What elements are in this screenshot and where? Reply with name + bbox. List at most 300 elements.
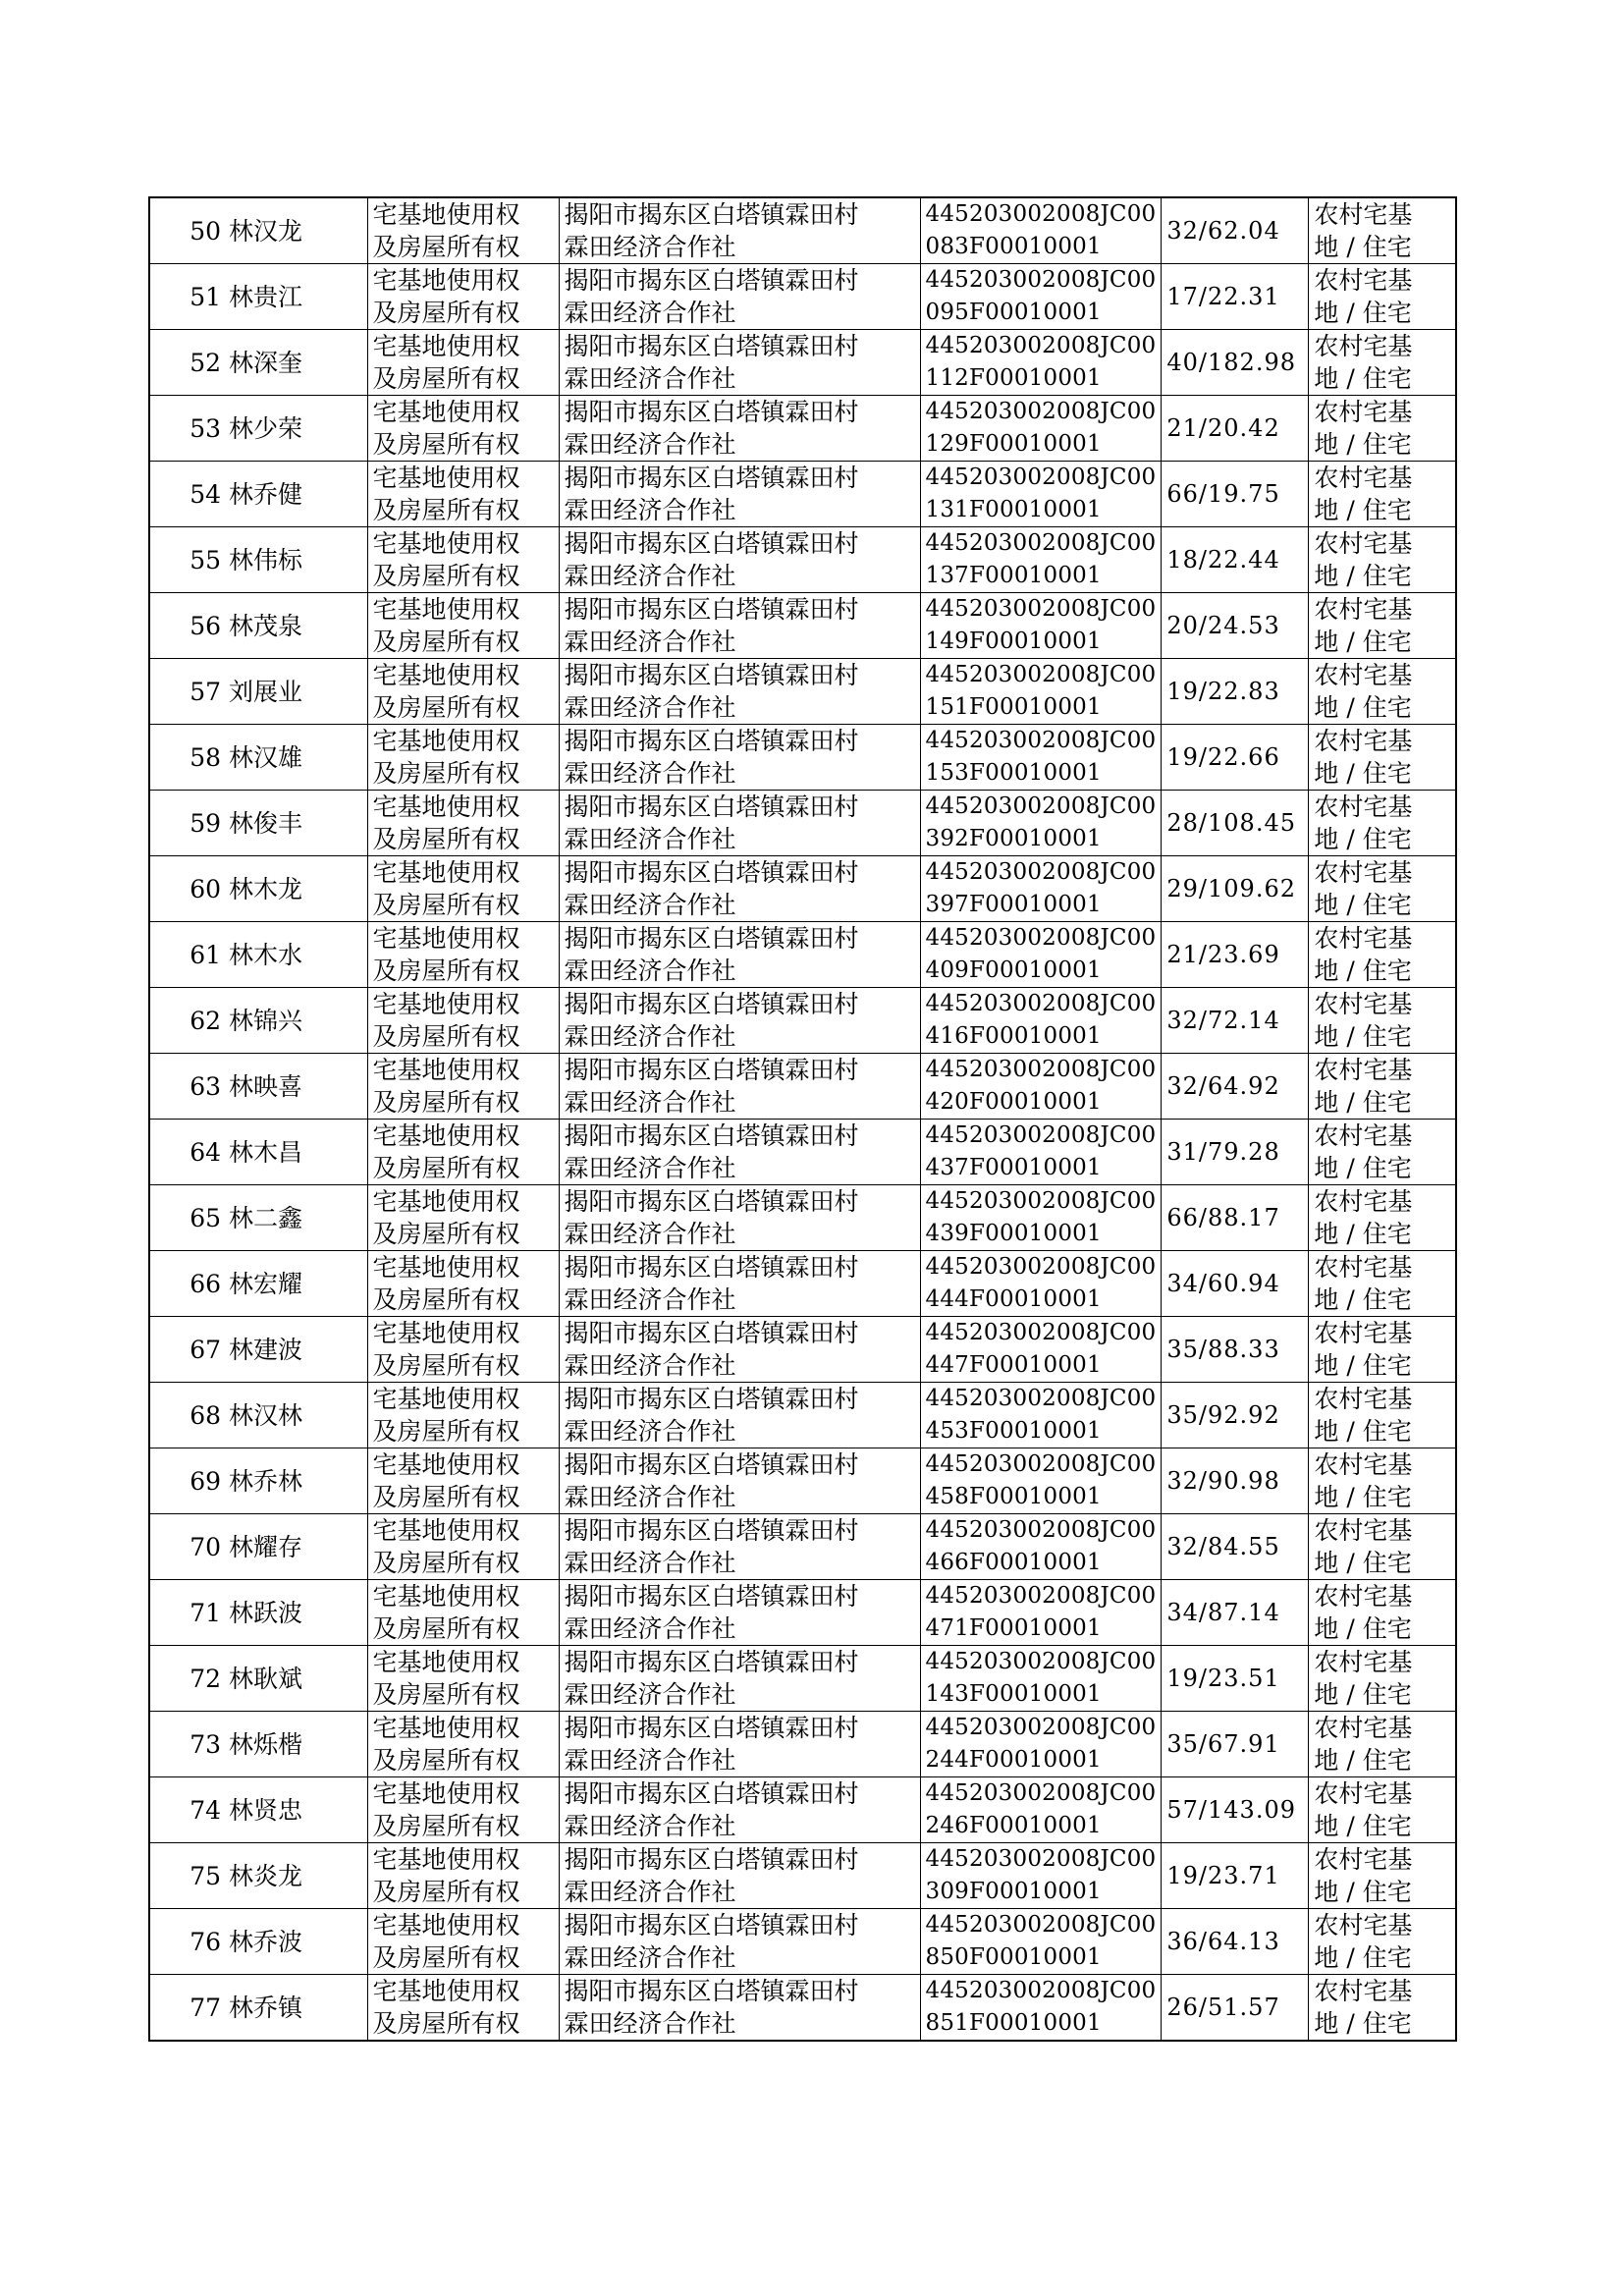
land-owner-line: 揭阳市揭东区白塔镇霖田村	[564, 1779, 859, 1808]
land-owner-line: 揭阳市揭东区白塔镇霖田村	[564, 266, 859, 295]
land-owner-line: 霖田经济合作社	[564, 1680, 736, 1709]
area-value: 29/109.62	[1162, 856, 1309, 922]
property-code-line: 445203002008JC00	[925, 1978, 1157, 2003]
property-code	[920, 1777, 1162, 1843]
land-owner	[559, 1975, 920, 2042]
row-number: 70	[149, 1514, 225, 1580]
land-use-line: 农村宅基	[1314, 266, 1413, 295]
land-use	[1309, 1317, 1456, 1383]
right-type-line: 宅基地使用权	[372, 1911, 520, 1940]
land-owner-line: 霖田经济合作社	[564, 1878, 736, 1906]
land-owner-line: 揭阳市揭东区白塔镇霖田村	[564, 661, 859, 689]
land-owner-line: 揭阳市揭东区白塔镇霖田村	[564, 1253, 859, 1282]
land-use	[1309, 593, 1456, 659]
area-value: 19/22.66	[1162, 725, 1309, 791]
land-use	[1309, 1185, 1456, 1251]
land-owner-line: 揭阳市揭东区白塔镇霖田村	[564, 1121, 859, 1150]
area-value: 17/22.31	[1162, 264, 1309, 330]
land-owner-line: 霖田经济合作社	[564, 1746, 736, 1775]
land-use-line: 农村宅基	[1314, 200, 1413, 229]
land-use	[1309, 197, 1456, 264]
owner-name: 林乔林	[225, 1448, 367, 1514]
right-type-line: 宅基地使用权	[372, 1121, 520, 1150]
land-use-line: 农村宅基	[1314, 1253, 1413, 1282]
land-owner-line: 霖田经济合作社	[564, 891, 736, 919]
property-code-line: 445203002008JC00	[925, 1451, 1157, 1477]
land-use-line: 地 / 住宅	[1314, 2009, 1412, 2038]
right-type	[367, 725, 559, 791]
area-value: 31/79.28	[1162, 1120, 1309, 1185]
land-use	[1309, 1975, 1456, 2042]
owner-name: 林汉林	[225, 1383, 367, 1448]
row-number: 67	[149, 1317, 225, 1383]
area-value: 35/88.33	[1162, 1317, 1309, 1383]
property-code-line: 420F00010001	[925, 1089, 1102, 1115]
area-value: 34/87.14	[1162, 1580, 1309, 1646]
property-code	[920, 264, 1162, 330]
owner-name: 林木龙	[225, 856, 367, 922]
row-number: 66	[149, 1251, 225, 1317]
land-use	[1309, 659, 1456, 725]
property-code-line: 445203002008JC00	[925, 1780, 1157, 1806]
property-code-line: 153F00010001	[925, 760, 1102, 786]
property-code-line: 397F00010001	[925, 892, 1102, 917]
land-owner-line: 霖田经济合作社	[564, 233, 736, 261]
right-type-line: 宅基地使用权	[372, 1385, 520, 1413]
right-type-line: 宅基地使用权	[372, 266, 520, 295]
right-type	[367, 791, 559, 856]
right-type	[367, 462, 559, 527]
right-type-line: 及房屋所有权	[372, 1417, 520, 1446]
property-code	[920, 1843, 1162, 1909]
row-number: 73	[149, 1712, 225, 1777]
right-type	[367, 1383, 559, 1448]
land-use	[1309, 1120, 1456, 1185]
right-type-line: 及房屋所有权	[372, 1220, 520, 1248]
property-code-line: 445203002008JC00	[925, 925, 1157, 951]
row-number: 50	[149, 197, 225, 264]
land-use-line: 农村宅基	[1314, 1187, 1413, 1216]
row-number: 71	[149, 1580, 225, 1646]
land-use-line: 地 / 住宅	[1314, 759, 1412, 788]
right-type-line: 宅基地使用权	[372, 1977, 520, 2005]
land-use-line: 地 / 住宅	[1314, 1154, 1412, 1182]
property-code-line: 445203002008JC00	[925, 201, 1157, 227]
land-use-line: 地 / 住宅	[1314, 299, 1412, 327]
land-use-line: 农村宅基	[1314, 1319, 1413, 1347]
land-owner-line: 揭阳市揭东区白塔镇霖田村	[564, 727, 859, 755]
land-use-line: 农村宅基	[1314, 1648, 1413, 1676]
land-use-line: 地 / 住宅	[1314, 1943, 1412, 1972]
right-type-line: 及房屋所有权	[372, 1088, 520, 1117]
land-use	[1309, 1712, 1456, 1777]
table-row	[149, 791, 1456, 856]
property-code-line: 445203002008JC00	[925, 1386, 1157, 1411]
area-value: 19/22.83	[1162, 659, 1309, 725]
land-use-line: 农村宅基	[1314, 661, 1413, 689]
land-owner-line: 揭阳市揭东区白塔镇霖田村	[564, 1056, 859, 1084]
land-owner	[559, 1843, 920, 1909]
land-use-line: 地 / 住宅	[1314, 956, 1412, 985]
property-code	[920, 1383, 1162, 1448]
table-row	[149, 1383, 1456, 1448]
land-owner	[559, 988, 920, 1054]
land-owner	[559, 1120, 920, 1185]
owner-name: 林少荣	[225, 396, 367, 462]
right-type-line: 及房屋所有权	[372, 1614, 520, 1643]
property-code-line: 131F00010001	[925, 497, 1102, 522]
land-owner	[559, 1383, 920, 1448]
property-code	[920, 1120, 1162, 1185]
row-number: 59	[149, 791, 225, 856]
property-code-line: 149F00010001	[925, 628, 1102, 654]
land-use	[1309, 527, 1456, 593]
land-owner-line: 揭阳市揭东区白塔镇霖田村	[564, 398, 859, 426]
row-number: 52	[149, 330, 225, 396]
row-number: 75	[149, 1843, 225, 1909]
right-type-line: 宅基地使用权	[372, 1253, 520, 1282]
land-use-line: 农村宅基	[1314, 1516, 1413, 1545]
land-owner-line: 霖田经济合作社	[564, 693, 736, 722]
property-code-line: 445203002008JC00	[925, 728, 1157, 753]
land-use-line: 地 / 住宅	[1314, 1285, 1412, 1314]
property-code-line: 466F00010001	[925, 1550, 1102, 1575]
row-number: 53	[149, 396, 225, 462]
area-value: 35/67.91	[1162, 1712, 1309, 1777]
land-use	[1309, 1777, 1456, 1843]
table-row	[149, 1120, 1456, 1185]
land-use-line: 地 / 住宅	[1314, 562, 1412, 590]
right-type	[367, 1054, 559, 1120]
land-use-line: 地 / 住宅	[1314, 1614, 1412, 1643]
property-code	[920, 1909, 1162, 1975]
table-row	[149, 593, 1456, 659]
right-type-line: 及房屋所有权	[372, 1943, 520, 1972]
owner-name: 林伟标	[225, 527, 367, 593]
area-value: 40/182.98	[1162, 330, 1309, 396]
right-type	[367, 264, 559, 330]
right-type-line: 及房屋所有权	[372, 1022, 520, 1051]
property-code-line: 445203002008JC00	[925, 1912, 1157, 1938]
records-body	[149, 197, 1456, 2041]
right-type	[367, 1185, 559, 1251]
land-owner-line: 霖田经济合作社	[564, 1154, 736, 1182]
property-code-line: 143F00010001	[925, 1681, 1102, 1707]
land-owner-line: 霖田经济合作社	[564, 364, 736, 393]
table-row	[149, 396, 1456, 462]
land-use-line: 农村宅基	[1314, 398, 1413, 426]
land-use	[1309, 1383, 1456, 1448]
property-code-line: 445203002008JC00	[925, 1649, 1157, 1674]
property-code-line: 151F00010001	[925, 694, 1102, 720]
land-use-line: 农村宅基	[1314, 1121, 1413, 1150]
table-row	[149, 1251, 1456, 1317]
land-use-line: 农村宅基	[1314, 529, 1413, 558]
owner-name: 林茂泉	[225, 593, 367, 659]
owner-name: 林汉龙	[225, 197, 367, 264]
land-owner-line: 霖田经济合作社	[564, 299, 736, 327]
table-row	[149, 1975, 1456, 2042]
owner-name: 林木水	[225, 922, 367, 988]
land-owner-line: 霖田经济合作社	[564, 1022, 736, 1051]
right-type-line: 宅基地使用权	[372, 1450, 520, 1479]
property-code-line: 445203002008JC00	[925, 1122, 1157, 1148]
land-use-line: 农村宅基	[1314, 990, 1413, 1018]
property-code-line: 445203002008JC00	[925, 1057, 1157, 1082]
table-row	[149, 1054, 1456, 1120]
land-owner	[559, 197, 920, 264]
right-type	[367, 988, 559, 1054]
table-row	[149, 1909, 1456, 1975]
land-owner-line: 霖田经济合作社	[564, 2009, 736, 2038]
right-type	[367, 922, 559, 988]
land-owner	[559, 1317, 920, 1383]
land-owner	[559, 1514, 920, 1580]
property-code	[920, 396, 1162, 462]
table-row	[149, 462, 1456, 527]
land-use	[1309, 264, 1456, 330]
land-use-line: 农村宅基	[1314, 924, 1413, 953]
land-use	[1309, 988, 1456, 1054]
table-row	[149, 725, 1456, 791]
land-use-line: 农村宅基	[1314, 792, 1413, 821]
row-number: 76	[149, 1909, 225, 1975]
land-owner	[559, 725, 920, 791]
right-type-line: 及房屋所有权	[372, 1154, 520, 1182]
row-number: 72	[149, 1646, 225, 1712]
property-code-line: 445203002008JC00	[925, 267, 1157, 293]
land-use-line: 地 / 住宅	[1314, 364, 1412, 393]
right-type	[367, 396, 559, 462]
land-use-line: 农村宅基	[1314, 1911, 1413, 1940]
right-type-line: 宅基地使用权	[372, 398, 520, 426]
land-use-line: 地 / 住宅	[1314, 825, 1412, 853]
area-value: 26/51.57	[1162, 1975, 1309, 2042]
right-type	[367, 197, 559, 264]
table-row	[149, 856, 1456, 922]
property-code	[920, 330, 1162, 396]
property-code-line: 445203002008JC00	[925, 1517, 1157, 1543]
table-row	[149, 264, 1456, 330]
property-code-line: 445203002008JC00	[925, 530, 1157, 556]
land-owner-line: 霖田经济合作社	[564, 628, 736, 656]
area-value: 32/90.98	[1162, 1448, 1309, 1514]
property-code-line: 244F00010001	[925, 1747, 1102, 1773]
land-use	[1309, 1054, 1456, 1120]
land-owner	[559, 1054, 920, 1120]
right-type-line: 及房屋所有权	[372, 628, 520, 656]
area-value: 21/23.69	[1162, 922, 1309, 988]
property-code-line: 851F00010001	[925, 2010, 1102, 2036]
owner-name: 刘展业	[225, 659, 367, 725]
land-owner-line: 霖田经济合作社	[564, 956, 736, 985]
land-use-line: 地 / 住宅	[1314, 1220, 1412, 1248]
land-owner	[559, 1580, 920, 1646]
land-use-line: 地 / 住宅	[1314, 1549, 1412, 1577]
land-owner	[559, 1185, 920, 1251]
land-owner-line: 揭阳市揭东区白塔镇霖田村	[564, 1648, 859, 1676]
property-code-line: 416F00010001	[925, 1023, 1102, 1049]
property-code-line: 445203002008JC00	[925, 1254, 1157, 1280]
property-code	[920, 922, 1162, 988]
land-use-line: 农村宅基	[1314, 727, 1413, 755]
land-use-line: 地 / 住宅	[1314, 1088, 1412, 1117]
property-code-line: 445203002008JC00	[925, 399, 1157, 424]
table-row	[149, 1514, 1456, 1580]
land-use	[1309, 1514, 1456, 1580]
row-number: 55	[149, 527, 225, 593]
table-row	[149, 922, 1456, 988]
right-type	[367, 1448, 559, 1514]
right-type-line: 宅基地使用权	[372, 1056, 520, 1084]
land-owner	[559, 1448, 920, 1514]
land-owner-line: 揭阳市揭东区白塔镇霖田村	[564, 990, 859, 1018]
right-type-line: 宅基地使用权	[372, 1648, 520, 1676]
land-use	[1309, 462, 1456, 527]
property-code	[920, 988, 1162, 1054]
owner-name: 林二鑫	[225, 1185, 367, 1251]
land-owner-line: 霖田经济合作社	[564, 1812, 736, 1840]
owner-name: 林跃波	[225, 1580, 367, 1646]
land-owner	[559, 264, 920, 330]
right-type-line: 及房屋所有权	[372, 825, 520, 853]
table-row	[149, 1712, 1456, 1777]
row-number: 61	[149, 922, 225, 988]
right-type-line: 及房屋所有权	[372, 693, 520, 722]
right-type-line: 宅基地使用权	[372, 595, 520, 624]
property-code	[920, 1185, 1162, 1251]
land-owner-line: 揭阳市揭东区白塔镇霖田村	[564, 1977, 859, 2005]
right-type-line: 及房屋所有权	[372, 430, 520, 459]
right-type	[367, 1514, 559, 1580]
land-owner-line: 揭阳市揭东区白塔镇霖田村	[564, 1845, 859, 1874]
property-code-line: 850F00010001	[925, 1944, 1102, 1970]
land-owner-line: 揭阳市揭东区白塔镇霖田村	[564, 464, 859, 492]
right-type-line: 宅基地使用权	[372, 661, 520, 689]
land-use-line: 地 / 住宅	[1314, 233, 1412, 261]
land-use	[1309, 330, 1456, 396]
property-code-line: 129F00010001	[925, 431, 1102, 457]
right-type-line: 及房屋所有权	[372, 1483, 520, 1511]
land-use-line: 地 / 住宅	[1314, 1022, 1412, 1051]
land-owner	[559, 1777, 920, 1843]
land-owner-line: 霖田经济合作社	[564, 1285, 736, 1314]
property-code	[920, 462, 1162, 527]
property-code-line: 447F00010001	[925, 1352, 1102, 1378]
land-owner-line: 霖田经济合作社	[564, 1483, 736, 1511]
right-type	[367, 1251, 559, 1317]
row-number: 65	[149, 1185, 225, 1251]
property-code	[920, 1646, 1162, 1712]
right-type-line: 及房屋所有权	[372, 1812, 520, 1840]
row-number: 56	[149, 593, 225, 659]
owner-name: 林烁楷	[225, 1712, 367, 1777]
land-owner-line: 霖田经济合作社	[564, 430, 736, 459]
land-owner-line: 揭阳市揭东区白塔镇霖田村	[564, 1714, 859, 1742]
area-value: 32/62.04	[1162, 197, 1309, 264]
property-code-line: 137F00010001	[925, 563, 1102, 588]
land-owner	[559, 659, 920, 725]
right-type-line: 宅基地使用权	[372, 1516, 520, 1545]
land-use	[1309, 1646, 1456, 1712]
owner-name: 林宏耀	[225, 1251, 367, 1317]
land-owner-line: 揭阳市揭东区白塔镇霖田村	[564, 1582, 859, 1611]
right-type-line: 宅基地使用权	[372, 1714, 520, 1742]
property-code	[920, 1251, 1162, 1317]
owner-name: 林映喜	[225, 1054, 367, 1120]
property-code	[920, 593, 1162, 659]
land-use-line: 农村宅基	[1314, 464, 1413, 492]
land-owner-line: 霖田经济合作社	[564, 1943, 736, 1972]
land-owner-line: 霖田经济合作社	[564, 1614, 736, 1643]
area-value: 21/20.42	[1162, 396, 1309, 462]
property-code-line: 471F00010001	[925, 1615, 1102, 1641]
land-use	[1309, 1251, 1456, 1317]
land-owner-line: 揭阳市揭东区白塔镇霖田村	[564, 200, 859, 229]
row-number: 57	[149, 659, 225, 725]
row-number: 68	[149, 1383, 225, 1448]
property-code-line: 445203002008JC00	[925, 1320, 1157, 1345]
right-type-line: 及房屋所有权	[372, 956, 520, 985]
row-number: 74	[149, 1777, 225, 1843]
right-type-line: 宅基地使用权	[372, 332, 520, 360]
land-owner	[559, 330, 920, 396]
property-code-line: 445203002008JC00	[925, 1846, 1157, 1872]
right-type	[367, 1843, 559, 1909]
land-owner-line: 揭阳市揭东区白塔镇霖田村	[564, 1187, 859, 1216]
right-type	[367, 1120, 559, 1185]
land-owner-line: 霖田经济合作社	[564, 1549, 736, 1577]
land-owner-line: 霖田经济合作社	[564, 1088, 736, 1117]
right-type-line: 宅基地使用权	[372, 990, 520, 1018]
land-use-line: 地 / 住宅	[1314, 1812, 1412, 1840]
land-use-line: 农村宅基	[1314, 1714, 1413, 1742]
area-value: 34/60.94	[1162, 1251, 1309, 1317]
owner-name: 林乔镇	[225, 1975, 367, 2042]
row-number: 63	[149, 1054, 225, 1120]
right-type	[367, 1317, 559, 1383]
area-value: 32/64.92	[1162, 1054, 1309, 1120]
land-use-line: 农村宅基	[1314, 1845, 1413, 1874]
right-type-line: 宅基地使用权	[372, 1779, 520, 1808]
land-owner	[559, 791, 920, 856]
land-use-line: 地 / 住宅	[1314, 1483, 1412, 1511]
land-owner	[559, 856, 920, 922]
right-type-line: 宅基地使用权	[372, 1582, 520, 1611]
property-code-line: 458F00010001	[925, 1484, 1102, 1509]
row-number: 62	[149, 988, 225, 1054]
table-row	[149, 1317, 1456, 1383]
right-type-line: 宅基地使用权	[372, 1319, 520, 1347]
land-owner-line: 霖田经济合作社	[564, 496, 736, 524]
land-use-line: 农村宅基	[1314, 1779, 1413, 1808]
right-type	[367, 1580, 559, 1646]
land-owner-line: 揭阳市揭东区白塔镇霖田村	[564, 1450, 859, 1479]
land-owner	[559, 1646, 920, 1712]
property-code	[920, 1317, 1162, 1383]
land-use-line: 地 / 住宅	[1314, 1878, 1412, 1906]
owner-name: 林乔健	[225, 462, 367, 527]
table-row	[149, 1580, 1456, 1646]
land-owner-line: 揭阳市揭东区白塔镇霖田村	[564, 924, 859, 953]
area-value: 36/64.13	[1162, 1909, 1309, 1975]
land-use	[1309, 1580, 1456, 1646]
property-code	[920, 1448, 1162, 1514]
property-code-line: 445203002008JC00	[925, 1583, 1157, 1609]
land-owner-line: 霖田经济合作社	[564, 562, 736, 590]
area-value: 28/108.45	[1162, 791, 1309, 856]
land-owner	[559, 396, 920, 462]
